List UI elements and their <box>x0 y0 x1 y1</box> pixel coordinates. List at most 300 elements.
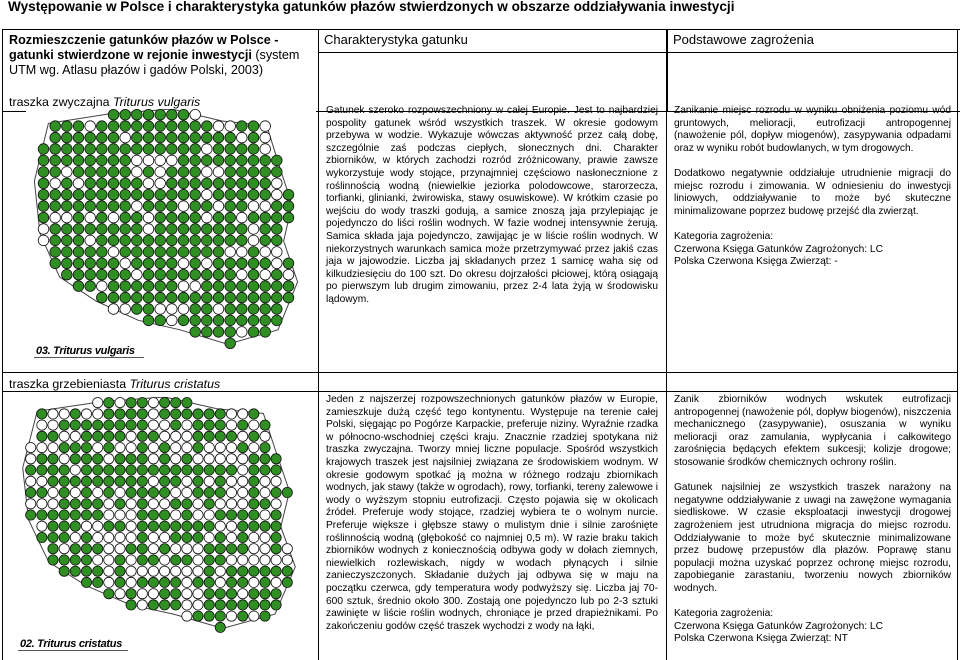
utm-square-present <box>73 121 84 132</box>
utm-square-present <box>108 167 119 178</box>
utm-square-present <box>108 292 119 303</box>
utm-square-absent <box>59 454 69 464</box>
utm-square-present <box>202 269 213 280</box>
utm-square-present <box>148 465 158 475</box>
utm-square-absent <box>182 431 192 441</box>
utm-square-present <box>81 443 91 453</box>
utm-square-absent <box>85 235 96 246</box>
utm-square-present <box>190 247 201 258</box>
utm-square-absent <box>143 155 154 166</box>
utm-square-absent <box>260 431 270 441</box>
utm-square-absent <box>93 443 103 453</box>
utm-square-absent <box>126 555 136 565</box>
utm-square-present <box>193 431 203 441</box>
header-distribution-source: (system UTM wg. Atlasu płazów i gadów Polski, 2003) <box>9 48 300 77</box>
utm-square-present <box>190 315 201 326</box>
utm-square-present <box>115 420 125 430</box>
utm-square-present <box>237 201 248 212</box>
utm-square-present <box>249 521 259 531</box>
utm-square-absent <box>237 132 248 143</box>
utm-square-present <box>73 201 84 212</box>
utm-square-present <box>238 443 248 453</box>
utm-square-present <box>160 443 170 453</box>
utm-square-absent <box>202 144 213 155</box>
utm-square-present <box>213 224 224 235</box>
utm-square-absent <box>160 431 170 441</box>
utm-square-absent <box>148 443 158 453</box>
utm-square-absent <box>104 555 114 565</box>
utm-square-present <box>282 577 292 587</box>
utm-square-absent <box>37 476 47 486</box>
utm-square-present <box>225 338 236 349</box>
utm-square-present <box>215 622 225 632</box>
utm-square-absent <box>85 121 96 132</box>
utm-square-present <box>204 577 214 587</box>
utm-square-present <box>178 132 189 143</box>
utm-square-absent <box>182 420 192 430</box>
utm-square-absent <box>193 454 203 464</box>
utm-square-absent <box>260 555 270 565</box>
utm-square-present <box>132 292 143 303</box>
utm-square-present <box>155 235 166 246</box>
utm-square-present <box>137 510 147 520</box>
utm-square-absent <box>26 476 36 486</box>
utm-square-absent <box>132 167 143 178</box>
utm-square-absent <box>120 258 131 269</box>
utm-square-absent <box>215 521 225 531</box>
utm-square-present <box>249 487 259 497</box>
utm-square-present <box>108 155 119 166</box>
utm-square-present <box>155 292 166 303</box>
utm-square-present <box>260 420 270 430</box>
utm-square-absent <box>213 121 224 132</box>
utm-square-present <box>182 454 192 464</box>
utm-square-present <box>193 409 203 419</box>
utm-square-present <box>167 109 178 120</box>
utm-square-present <box>85 132 96 143</box>
utm-square-present <box>182 510 192 520</box>
utm-square-present <box>62 201 73 212</box>
utm-square-present <box>143 315 154 326</box>
utm-square-present <box>50 189 61 200</box>
utm-square-absent <box>226 487 236 497</box>
utm-square-present <box>167 144 178 155</box>
utm-square-present <box>155 247 166 258</box>
utm-square-present <box>167 281 178 292</box>
utm-square-present <box>50 201 61 212</box>
utm-square-present <box>204 589 214 599</box>
utm-square-present <box>73 224 84 235</box>
utm-square-absent <box>81 521 91 531</box>
utm-square-absent <box>238 431 248 441</box>
utm-square-present <box>120 292 131 303</box>
utm-square-present <box>120 121 131 132</box>
utm-square-present <box>226 510 236 520</box>
utm-square-absent <box>126 521 136 531</box>
utm-square-present <box>143 247 154 258</box>
species-name-row2 <box>3 375 325 393</box>
utm-square-present <box>178 121 189 132</box>
utm-square-present <box>171 465 181 475</box>
utm-square-present <box>215 465 225 475</box>
utm-square-present <box>248 121 259 132</box>
utm-square-present <box>26 487 36 497</box>
red-list-status: Polska Czerwona Księga Zwierząt: NT <box>674 633 848 645</box>
utm-square-present <box>59 566 69 576</box>
utm-square-present <box>93 465 103 475</box>
utm-square-present <box>50 144 61 155</box>
species-name-lat: Triturus cristatus <box>129 377 221 391</box>
utm-square-absent <box>182 476 192 486</box>
utm-square-present <box>85 269 96 280</box>
utm-square-present <box>104 521 114 531</box>
utm-square-absent <box>26 499 36 509</box>
utm-square-absent <box>260 201 271 212</box>
utm-square-present <box>202 178 213 189</box>
utm-square-present <box>59 521 69 531</box>
utm-square-absent <box>238 487 248 497</box>
utm-square-present <box>260 327 271 338</box>
utm-square-present <box>126 476 136 486</box>
utm-square-present <box>37 454 47 464</box>
characteristics-paragraph: Gatunek szeroko rozpowszechniony w całej Europie. Jest to najbardziej pospolity gatunek wśród wszystkich traszek. W okresie godowym przebywa w wodzie. Wykazuje wówczas aktywność przez całą dobę, szczególnie zaś podczas ciepłych, słonecznych dni. Charakter zbiorników, w których zachodzi rozród zróżnicowany, prawie zawsze wykorzystuje wody stojące, przynajmniej częściowo nasłonecznione z roślinnością wodną (niewielkie jeziorka polodowcowe, starorzecza, torfianki, glinianki, żwirowiska, stawy osuwiskowe). W krótkim czasie po wejściu do wody traszki godują, a samice znoszą jaja przylepiając je pojedynczo do liści roślin wodnych. W fazie wodnej intensywnie żerują. Samica składa jaja pojedynczo, zawijając je w liście roślin wodnych. W niekorzystnych warunkach samica może przetrzymywać przez jakiś czas jaja w jajowodzie. Liczba jaj składanych przez 1 samicę waha się od kilkudziesięciu do 100 szt. Do okresu dojrzałości płciowej, którą osiągają po pierwszym lub drugim zimowaniu, przez 2-4 lata żyją w środowisku lądowym. <box>326 105 658 305</box>
utm-square-present <box>225 281 236 292</box>
utm-square-absent <box>126 499 136 509</box>
utm-square-present <box>178 144 189 155</box>
utm-square-present <box>225 178 236 189</box>
utm-square-present <box>260 499 270 509</box>
utm-square-absent <box>148 409 158 419</box>
page-title: Występowanie w Polsce i charakterystyka gatunków płazów stwierdzonych w obszarze oddziaływania inwestycji <box>8 0 735 14</box>
utm-square-present <box>97 189 108 200</box>
utm-square-absent <box>38 224 49 235</box>
utm-square-present <box>215 510 225 520</box>
utm-square-present <box>193 476 203 486</box>
utm-square-present <box>50 121 61 132</box>
utm-square-present <box>38 178 49 189</box>
utm-square-present <box>190 292 201 303</box>
utm-square-absent <box>215 577 225 587</box>
utm-square-present <box>225 258 236 269</box>
utm-square-present <box>126 589 136 599</box>
utm-square-present <box>38 167 49 178</box>
utm-square-present <box>271 544 281 554</box>
utm-square-present <box>115 566 125 576</box>
utm-square-absent <box>115 544 125 554</box>
utm-square-present <box>202 247 213 258</box>
utm-square-present <box>213 292 224 303</box>
utm-square-present <box>148 555 158 565</box>
utm-square-present <box>62 247 73 258</box>
utm-square-present <box>283 201 294 212</box>
utm-square-present <box>120 247 131 258</box>
utm-square-present <box>190 304 201 315</box>
utm-square-absent <box>148 476 158 486</box>
utm-square-present <box>155 212 166 223</box>
utm-square-present <box>85 224 96 235</box>
utm-square-absent <box>137 589 147 599</box>
utm-square-absent <box>204 510 214 520</box>
utm-square-present <box>171 420 181 430</box>
utm-square-absent <box>38 235 49 246</box>
utm-square-present <box>85 178 96 189</box>
utm-square-present <box>213 235 224 246</box>
utm-square-present <box>271 521 281 531</box>
utm-square-present <box>260 212 271 223</box>
utm-square-absent <box>272 189 283 200</box>
utm-square-present <box>97 132 108 143</box>
utm-square-present <box>213 281 224 292</box>
utm-square-present <box>148 577 158 587</box>
utm-square-present <box>48 555 58 565</box>
utm-square-present <box>248 178 259 189</box>
utm-square-present <box>249 454 259 464</box>
utm-square-present <box>249 476 259 486</box>
utm-square-present <box>81 577 91 587</box>
utm-square-present <box>238 600 248 610</box>
utm-square-present <box>97 167 108 178</box>
utm-square-present <box>73 155 84 166</box>
utm-square-absent <box>143 178 154 189</box>
utm-square-present <box>190 167 201 178</box>
utm-square-present <box>97 269 108 280</box>
utm-square-present <box>167 292 178 303</box>
utm-square-absent <box>104 532 114 542</box>
threats-paragraph-2: Gatunek najsilniej ze wszystkich traszek narażony na negatywne oddziaływanie z uwagi na zawężone wymagania siedliskowe. W czasie eksploatacji inwestycji drogowej zagrożeniem jest utrudniona migracja do miejsc rozrodu. Oddziaływanie to może być skutecznie minimalizowane przez budowę przepustów dla płazów. Poprawę stanu populacji można uzyskać poprzez ochronę miejsc rozrodu, zapobieganie zarastaniu, tworzeniu nowych zbiorników wodnych. <box>674 482 951 594</box>
utm-square-present <box>190 201 201 212</box>
utm-square-present <box>182 532 192 542</box>
utm-square-present <box>171 476 181 486</box>
utm-square-present <box>97 292 108 303</box>
utm-square-absent <box>193 600 203 610</box>
utm-square-present <box>202 235 213 246</box>
utm-square-absent <box>226 420 236 430</box>
utm-square-present <box>167 212 178 223</box>
utm-square-present <box>38 155 49 166</box>
utm-square-present <box>237 258 248 269</box>
utm-square-absent <box>160 499 170 509</box>
utm-square-present <box>213 144 224 155</box>
utm-square-absent <box>260 510 270 520</box>
red-book-status: Czerwona Księga Gatunków Zagrożonych: LC <box>674 243 883 255</box>
utm-square-present <box>48 532 58 542</box>
utm-square-present <box>137 420 147 430</box>
utm-square-present <box>272 167 283 178</box>
utm-square-absent <box>167 304 178 315</box>
utm-square-present <box>120 109 131 120</box>
utm-square-present <box>120 167 131 178</box>
utm-square-present <box>225 155 236 166</box>
utm-square-present <box>260 292 271 303</box>
utm-square-absent <box>260 121 271 132</box>
utm-square-present <box>283 292 294 303</box>
utm-square-present <box>182 409 192 419</box>
utm-square-present <box>213 189 224 200</box>
utm-square-present <box>271 487 281 497</box>
utm-square-absent <box>260 132 271 143</box>
utm-square-absent <box>50 212 61 223</box>
utm-square-present <box>70 409 80 419</box>
utm-square-present <box>97 224 108 235</box>
utm-square-absent <box>249 544 259 554</box>
utm-square-present <box>260 600 270 610</box>
utm-square-present <box>202 224 213 235</box>
utm-square-present <box>137 443 147 453</box>
utm-square-present <box>148 600 158 610</box>
utm-square-present <box>108 178 119 189</box>
utm-square-present <box>73 144 84 155</box>
utm-square-present <box>167 132 178 143</box>
utm-square-present <box>104 589 114 599</box>
utm-square-present <box>155 281 166 292</box>
utm-square-absent <box>260 532 270 542</box>
utm-square-present <box>248 281 259 292</box>
red-book-status: Czerwona Księga Gatunków Zagrożonych: LC <box>674 620 883 632</box>
utm-square-present <box>171 398 181 408</box>
utm-square-present <box>97 144 108 155</box>
utm-square-absent <box>137 600 147 610</box>
threats-paragraph-1: Zanik zbiorników wodnych wskutek eutrofizacji antropogennej (nawożenie pól, dopływ biogenów), niszczenia mechanicznego (zasypywanie), osuszania w wyniku melioracji oraz zamulania, wypłycania i całkowitego zarośnięcia będących efektem sukcesji; kolizje drogowe; stosowanie środków chemicznych ochrony roślin. <box>674 394 951 468</box>
utm-square-absent <box>167 155 178 166</box>
utm-square-present <box>70 499 80 509</box>
utm-square-present <box>178 235 189 246</box>
utm-square-absent <box>193 510 203 520</box>
utm-square-absent <box>237 247 248 258</box>
utm-square-absent <box>204 532 214 542</box>
utm-square-present <box>260 281 271 292</box>
utm-square-absent <box>132 201 143 212</box>
utm-square-absent <box>249 532 259 542</box>
utm-square-present <box>81 499 91 509</box>
utm-square-absent <box>193 499 203 509</box>
utm-square-absent <box>85 212 96 223</box>
utm-square-absent <box>226 409 236 419</box>
utm-square-present <box>126 487 136 497</box>
utm-square-absent <box>238 454 248 464</box>
utm-square-absent <box>182 443 192 453</box>
utm-square-absent <box>120 304 131 315</box>
utm-square-present <box>73 258 84 269</box>
utm-square-present <box>50 247 61 258</box>
utm-square-present <box>104 487 114 497</box>
utm-square-present <box>204 521 214 531</box>
utm-square-present <box>97 247 108 258</box>
utm-square-absent <box>115 510 125 520</box>
utm-square-present <box>148 487 158 497</box>
utm-square-present <box>260 521 270 531</box>
utm-square-present <box>226 465 236 475</box>
utm-square-present <box>115 499 125 509</box>
utm-square-present <box>62 155 73 166</box>
utm-square-absent <box>193 544 203 554</box>
utm-square-absent <box>155 304 166 315</box>
utm-square-present <box>148 510 158 520</box>
utm-square-present <box>213 178 224 189</box>
utm-square-absent <box>182 487 192 497</box>
utm-square-present <box>171 600 181 610</box>
utm-square-absent <box>182 589 192 599</box>
utm-square-absent <box>137 566 147 576</box>
utm-square-present <box>182 499 192 509</box>
utm-square-absent <box>260 476 270 486</box>
utm-square-absent <box>178 304 189 315</box>
utm-square-absent <box>178 281 189 292</box>
utm-square-present <box>50 155 61 166</box>
utm-square-present <box>202 304 213 315</box>
utm-square-present <box>160 510 170 520</box>
utm-square-absent <box>93 487 103 497</box>
utm-square-absent <box>160 566 170 576</box>
utm-square-absent <box>225 247 236 258</box>
utm-square-present <box>260 577 270 587</box>
utm-square-present <box>120 178 131 189</box>
utm-square-present <box>272 304 283 315</box>
utm-square-present <box>160 476 170 486</box>
utm-square-present <box>225 327 236 338</box>
utm-square-absent <box>171 544 181 554</box>
utm-square-present <box>70 476 80 486</box>
utm-square-present <box>271 510 281 520</box>
utm-square-absent <box>132 269 143 280</box>
category-label: Kategoria zagrożenia: <box>674 230 774 242</box>
utm-square-present <box>167 189 178 200</box>
utm-square-present <box>137 454 147 464</box>
utm-square-present <box>260 315 271 326</box>
utm-square-absent <box>248 235 259 246</box>
utm-square-absent <box>171 454 181 464</box>
utm-square-absent <box>182 566 192 576</box>
utm-square-present <box>190 155 201 166</box>
utm-square-present <box>50 224 61 235</box>
species-name-pl: traszka zwyczajna <box>9 95 113 109</box>
utm-square-present <box>213 155 224 166</box>
utm-square-present <box>97 121 108 132</box>
utm-square-absent <box>226 454 236 464</box>
utm-square-present <box>132 258 143 269</box>
utm-square-present <box>202 201 213 212</box>
utm-square-present <box>178 155 189 166</box>
utm-square-present <box>148 431 158 441</box>
utm-square-present <box>226 566 236 576</box>
utm-square-present <box>59 510 69 520</box>
utm-square-absent <box>260 544 270 554</box>
utm-square-present <box>237 155 248 166</box>
utm-square-present <box>104 420 114 430</box>
utm-square-present <box>155 258 166 269</box>
utm-square-present <box>132 132 143 143</box>
utm-square-absent <box>155 178 166 189</box>
utm-square-present <box>213 132 224 143</box>
utm-square-present <box>182 555 192 565</box>
utm-square-present <box>50 258 61 269</box>
utm-square-present <box>225 292 236 303</box>
characteristics-text <box>320 394 664 646</box>
utm-square-present <box>160 487 170 497</box>
utm-square-present <box>108 235 119 246</box>
utm-square-present <box>260 167 271 178</box>
utm-square-present <box>143 121 154 132</box>
utm-square-present <box>226 431 236 441</box>
utm-square-present <box>85 144 96 155</box>
utm-square-absent <box>93 398 103 408</box>
utm-square-present <box>160 398 170 408</box>
utm-square-present <box>115 555 125 565</box>
utm-square-present <box>38 212 49 223</box>
utm-square-present <box>260 258 271 269</box>
utm-square-present <box>81 555 91 565</box>
utm-square-present <box>137 521 147 531</box>
utm-square-present <box>248 155 259 166</box>
